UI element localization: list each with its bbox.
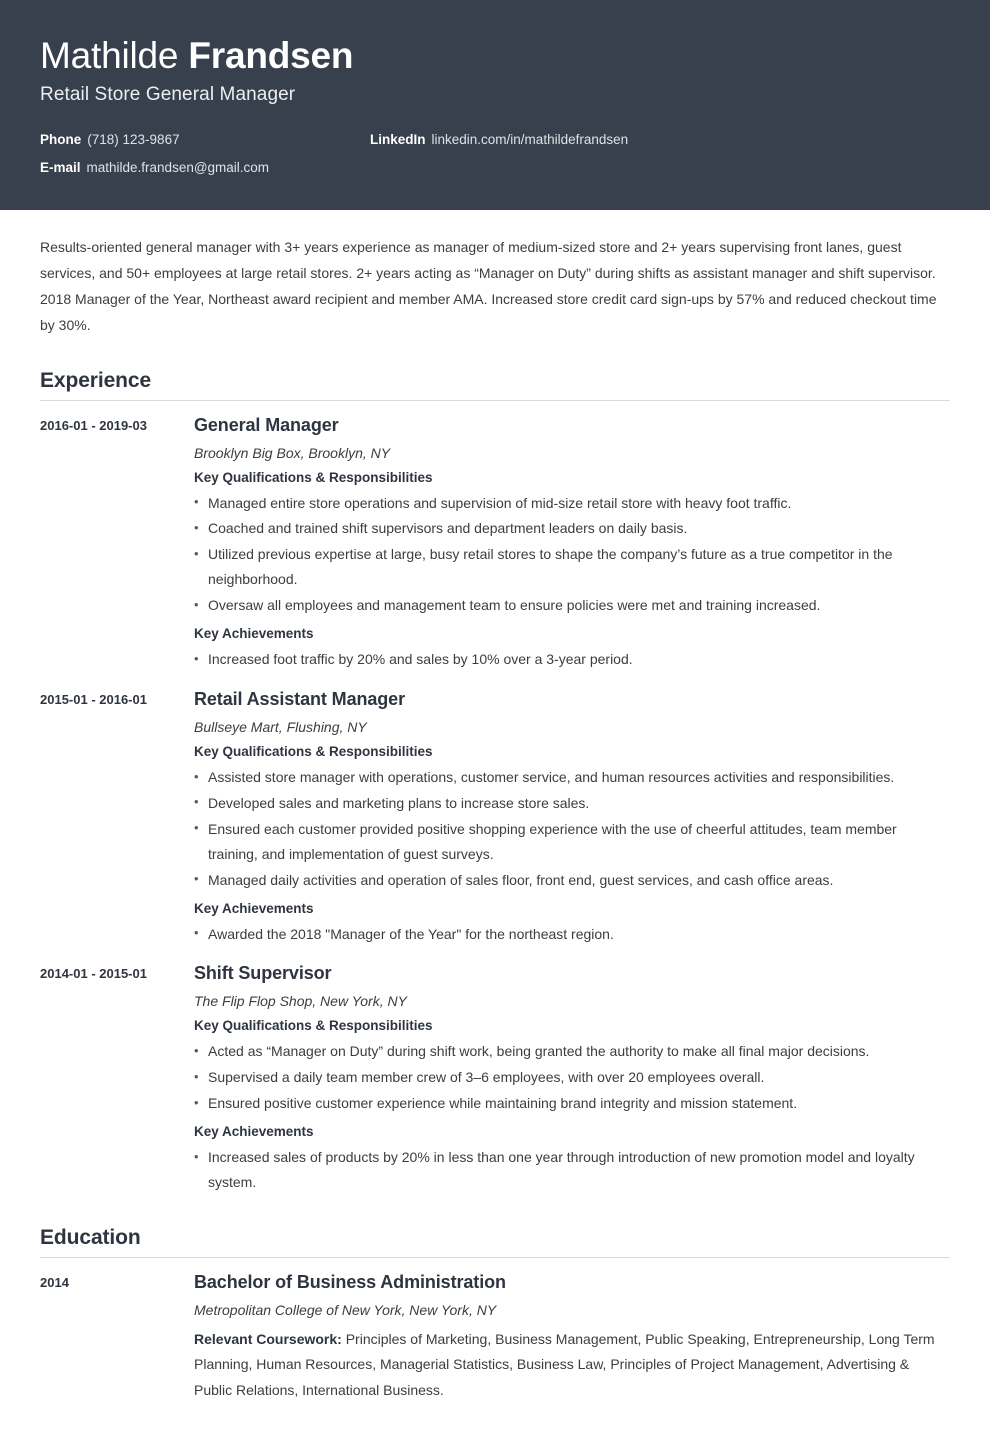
qualifications-label: Key Qualifications & Responsibilities [194,744,433,759]
entry-content [194,1272,950,1403]
entry-organization: The Flip Flop Shop, New York, NY [194,993,407,1010]
first-name: Mathilde [40,35,179,76]
contact-linkedin [370,132,950,147]
contact-linkedin-value[interactable]: linkedin.com/in/mathildefrandsen [431,131,629,147]
section-divider [40,400,950,401]
qualifications-list [194,491,950,619]
achievements-list [194,922,950,947]
entry-content [194,963,950,1196]
contact-email-label: E-mail [40,159,81,175]
qualifications-label: Key Qualifications & Responsibilities [194,469,433,485]
entry-organization: Metropolitan College of New York, New York, NY [194,1301,497,1318]
qualifications-label: Key Qualifications & Responsibilities [194,1018,433,1034]
entry-date: 2016-01 - 2019-03 [40,417,147,433]
list-item: • Awarded the 2018 "Manager of the Year" for the northeast region. [194,922,950,947]
list-item: • Acted as “Manager on Duty” during shift work, being granted the authority to make all final major decisions. [194,1039,950,1064]
list-item: • Managed daily activities and operation of sales floor, front end, guest services, and cash office areas. [194,868,950,893]
list-item: • Oversaw all employees and management team to ensure policies were met and training increased. [194,593,950,618]
summary-paragraph: Results-oriented general manager with 3+ years experience as manager of medium-sized store and 2+ years supervising front lanes, guest services, and 50+ employees at large retail stores. 2+ years acting as “Manager on Duty” during shifts as assistant manager and shift supervisor. 2018 Manager of the Year, Northeast award recipient and member AMA. Increased store credit card sign-ups by 57% and reduced checkout time by 30%. [40,239,937,333]
education-section-title: Education [40,1225,141,1249]
list-item: • Ensured each customer provided positive shopping experience with the use of cheerful attitudes, team member training, and implementation of guest surveys. [194,817,950,867]
entry-content [194,415,950,673]
achievements-list [194,647,950,672]
entry-date: 2015-01 - 2016-01 [40,692,147,707]
experience-section [40,369,950,1196]
list-item: • Supervised a daily team member crew of 3–6 employees, with over 20 employees overall. [194,1065,950,1090]
list-item: • Ensured positive customer experience while maintaining brand integrity and mission statement. [194,1091,950,1116]
entry-content [194,689,950,947]
list-item: • Developed sales and marketing plans to increase store sales. [194,791,950,816]
list-item: • Utilized previous expertise at large, busy retail stores to shape the company’s future as a true competitor in the neighborhood. [194,542,950,592]
last-name: Frandsen [188,35,354,76]
coursework-value: Principles of Marketing, Business Management, Public Speaking, Entrepreneurship, Long Term Planning, Human Resources, Managerial Statistics, Business Law, Principles of Project Management, Advertising & Public Relations, International Business. [194,1330,935,1398]
contact-phone-value[interactable]: (718) 123-9867 [87,131,180,147]
contact-linkedin-label: LinkedIn [370,131,426,147]
entry-organization: Bullseye Mart, Flushing, NY [194,719,367,735]
achievements-label: Key Achievements [194,900,314,916]
contact-email [40,160,370,175]
section-divider [40,1257,950,1258]
entry-title: Bachelor of Business Administration [194,1271,506,1292]
entry-title: Retail Assistant Manager [194,689,405,709]
achievements-label: Key Achievements [194,1124,314,1140]
experience-entry [40,963,950,1196]
entry-title: General Manager [194,414,339,435]
list-item: • Assisted store manager with operations, customer service, and human resources activities and responsibilities. [194,765,950,790]
coursework-label: Relevant Coursework: [194,1330,342,1347]
achievements-list [194,1145,950,1195]
list-item: • Coached and trained shift supervisors and department leaders on daily basis. [194,516,950,541]
list-item: • Increased sales of products by 20% in less than one year through introduction of new promotion model and loyalty system. [194,1145,950,1195]
resume-body [0,235,990,1443]
education-section [40,1226,950,1403]
contact-email-value[interactable]: mathilde.frandsen@gmail.com [86,159,270,175]
entry-organization: Brooklyn Big Box, Brooklyn, NY [194,444,391,461]
entry-date: 2014-01 - 2015-01 [40,966,147,982]
entry-title: Shift Supervisor [194,963,332,984]
page-title [40,36,950,76]
list-item: • Increased foot traffic by 20% and sales by 10% over a 3-year period. [194,647,950,672]
contact-phone-label: Phone [40,131,82,147]
achievements-label: Key Achievements [194,626,314,642]
experience-entry [40,415,950,673]
coursework-paragraph [194,1327,950,1403]
qualifications-list [194,1039,950,1116]
experience-entry [40,689,950,947]
entry-date: 2014 [40,1274,69,1290]
education-entry [40,1272,950,1403]
list-item: • Managed entire store operations and supervision of mid-size retail store with heavy foot traffic. [194,491,950,516]
contact-grid [40,132,950,175]
experience-section-title: Experience [40,368,152,392]
qualifications-list [194,765,950,893]
contact-phone [40,132,370,147]
resume-header [0,0,990,210]
job-title: Retail Store General Manager [40,83,296,105]
